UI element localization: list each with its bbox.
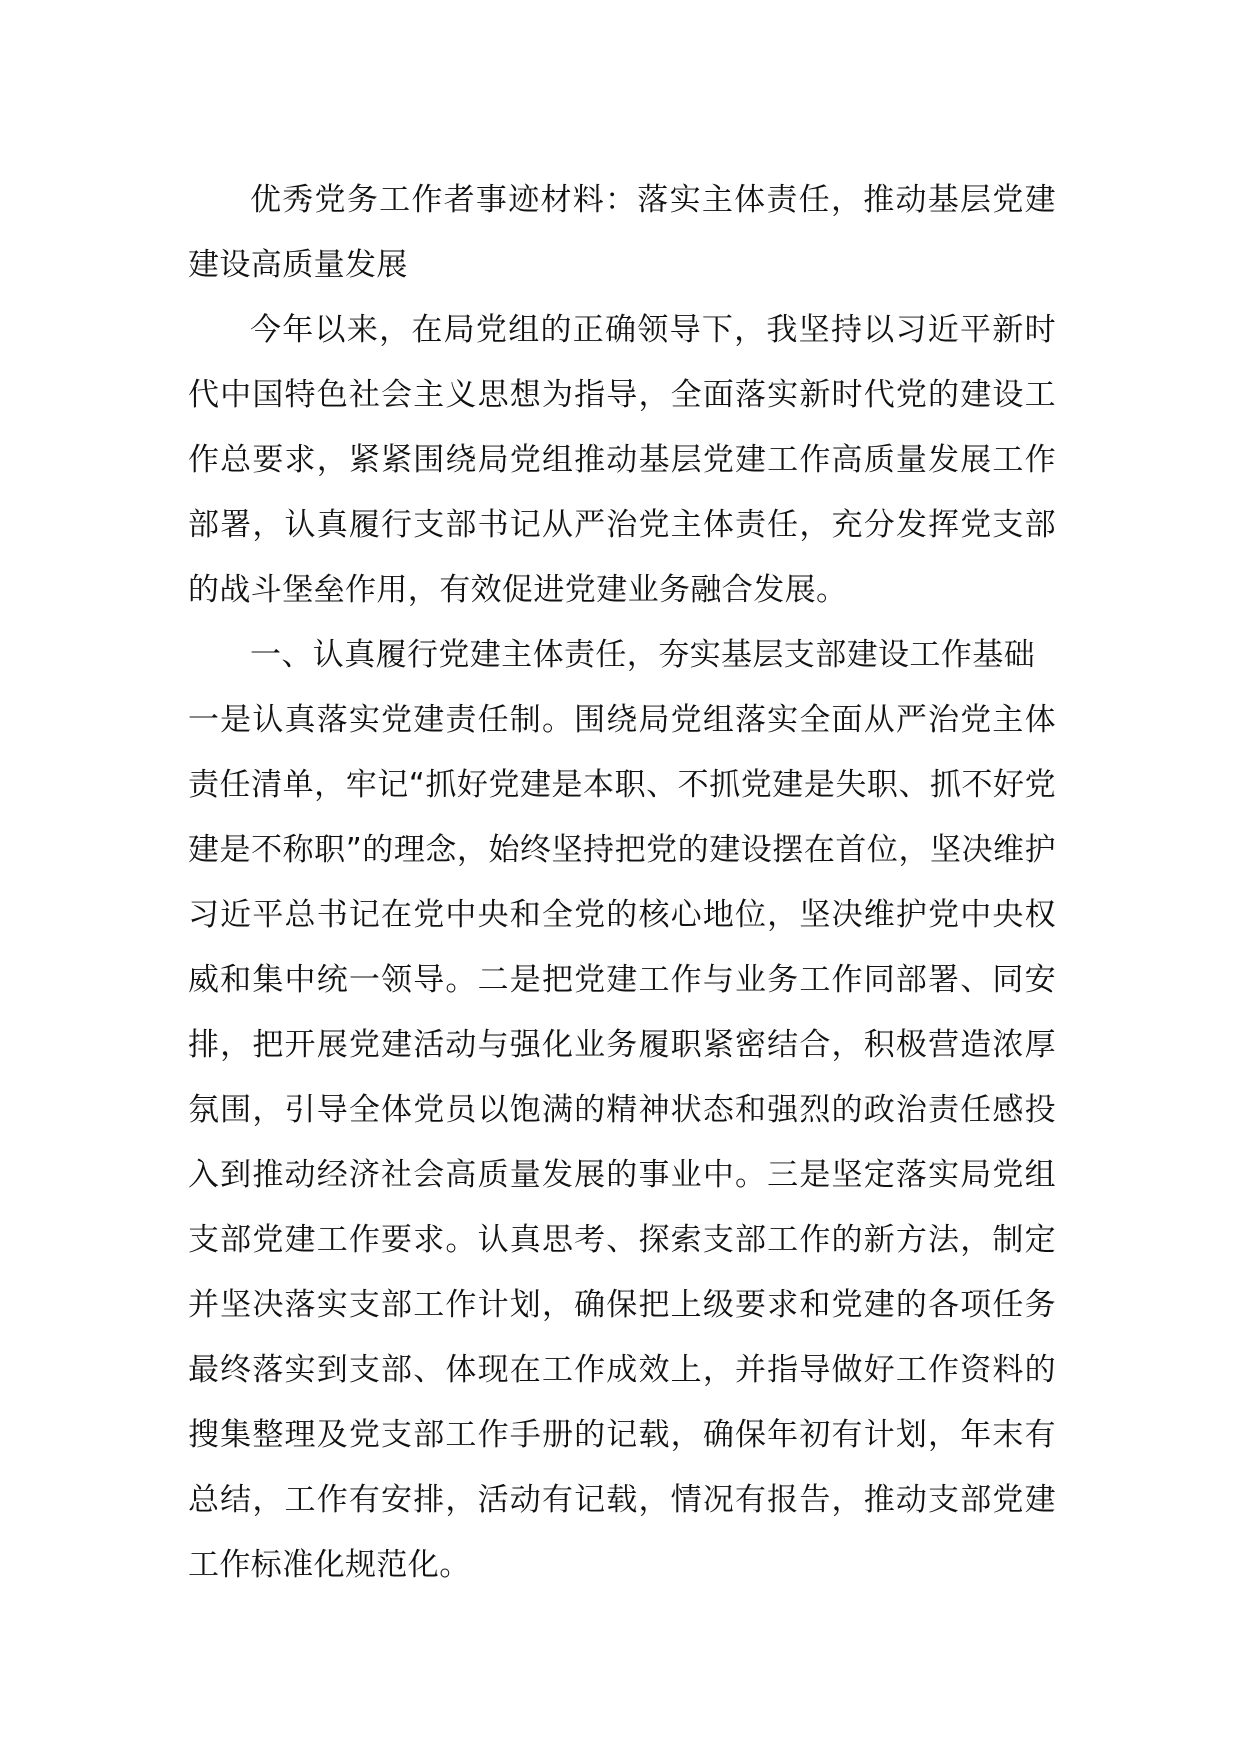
document-title: 优秀党务工作者事迹材料：落实主体责任，推动基层党建建设高质量发展 — [188, 182, 1056, 283]
intro-paragraph: 今年以来，在局党组的正确领导下，我坚持以习近平新时代中国特色社会主义思想为指导，全面落实新时代党的建设工作总要求，紧紧围绕局党组推动基层党建工作高质量发展工作部署，认真履行支部书记从严治党主体责任，充分发挥党支部的战斗堡垒作用，有效促进党建业务融合发展。 — [188, 312, 1056, 608]
document-body — [188, 168, 1056, 1598]
section-1-heading: 一、认真履行党建主体责任，夯实基层支部建设工作基础 — [250, 637, 1035, 673]
section-1-body: 一是认真落实党建责任制。围绕局党组落实全面从严治党主体责任清单，牢记“抓好党建是本职、不抓党建是失职、抓不好党建是不称职”的理念，始终坚持把党的建设摆在首位，坚决维护习近平总书记在党中央和全党的核心地位，坚决维护党中央权威和集中统一领导。二是把党建工作与业务工作同部署、同安排，把开展党建活动与强化业务履职紧密结合，积极营造浓厚氛围，引导全体党员以饱满的精神状态和强烈的政治责任感投入到推动经济社会高质量发展的事业中。三是坚定落实局党组支部党建工作要求。认真思考、探索支部工作的新方法，制定并坚决落实支部工作计划，确保把上级要求和党建的各项任务最终落实到支部、体现在工作成效上，并指导做好工作资料的搜集整理及党支部工作手册的记载，确保年初有计划，年末有总结，工作有安排，活动有记载，情况有报告，推动支部党建工作标准化规范化。 — [188, 702, 1056, 1583]
